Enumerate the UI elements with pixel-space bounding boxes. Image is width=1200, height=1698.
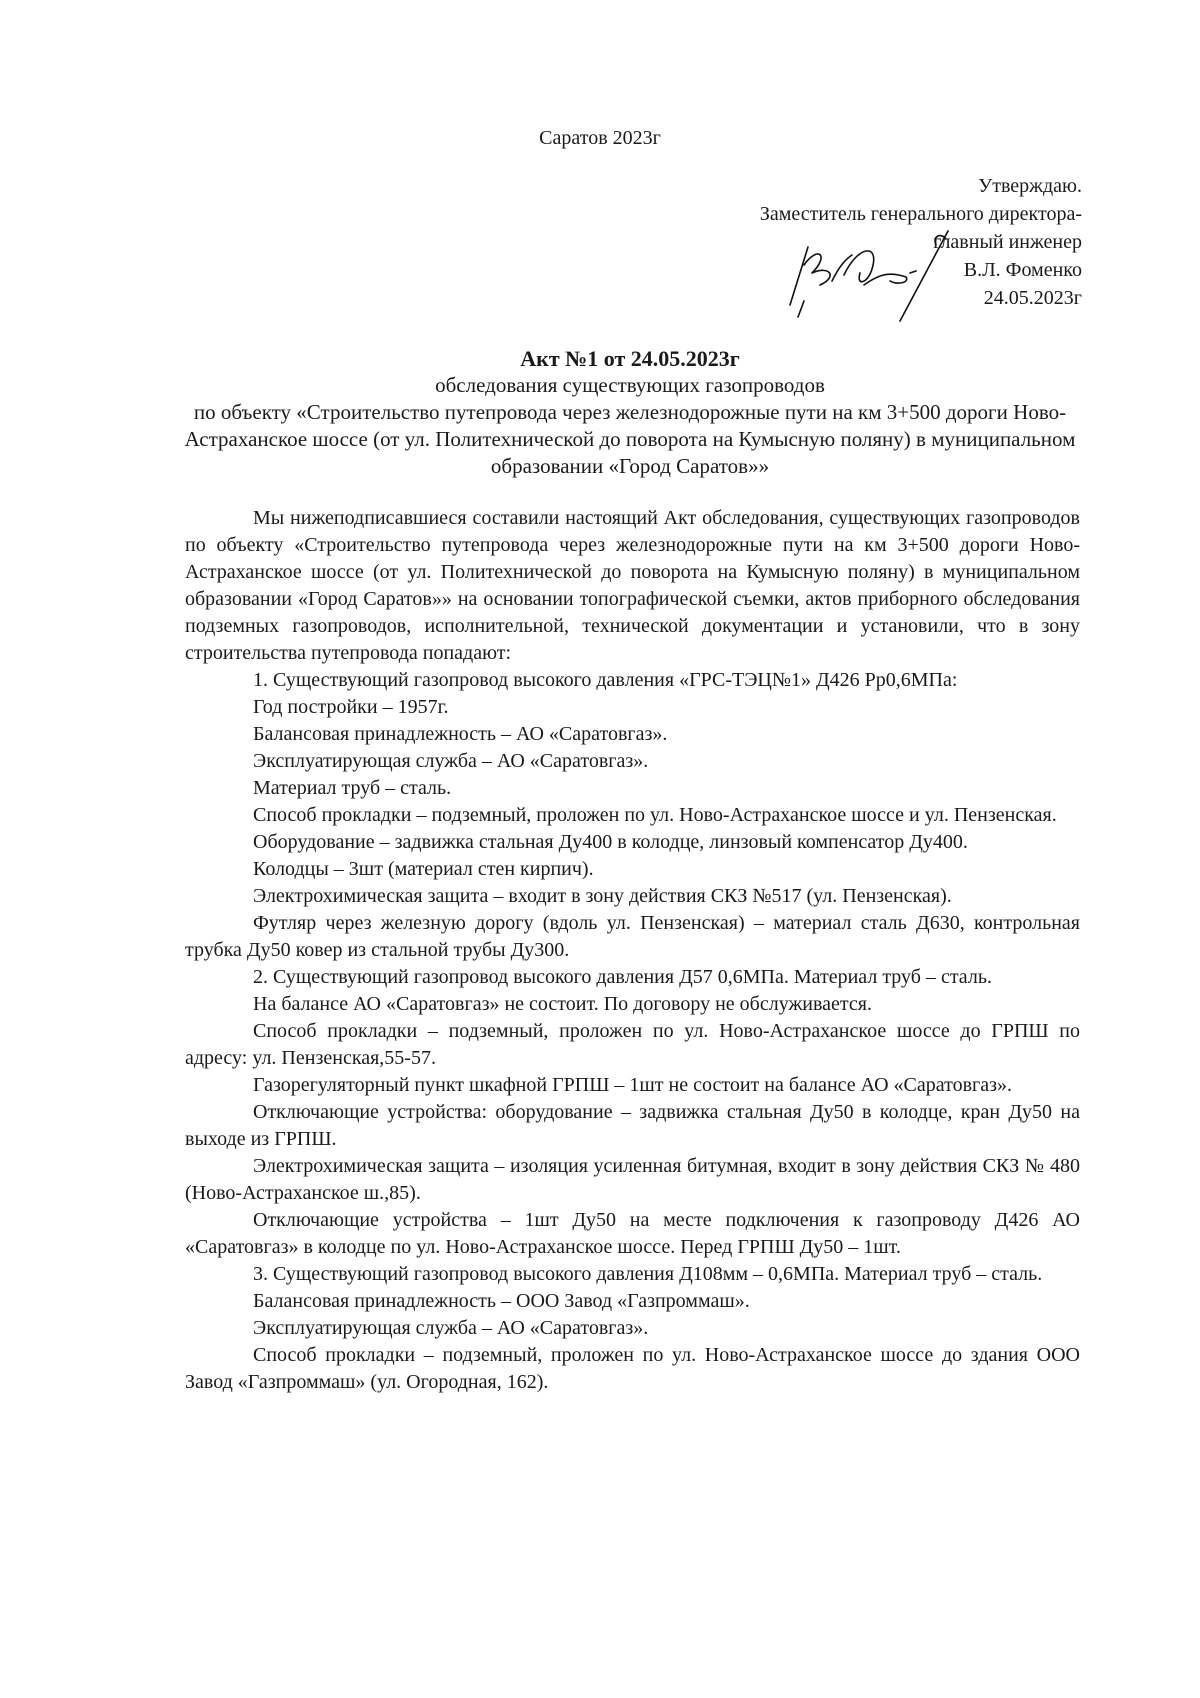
item-2-laying: Способ прокладки – подземный, проложен по ул. Ново-Астраханское шоссе до ГРПШ по адресу: ул. Пензенская,55-57. — [185, 1020, 1080, 1069]
approval-line-approve: Утверждаю. — [978, 175, 1082, 197]
item-3-laying: Способ прокладки – подземный, проложен по ул. Ново-Астраханское шоссе до здания ООО Завод «Газпроммаш» (ул. Огородная, 162). — [185, 1344, 1080, 1393]
item-1-wells: Колодцы – 3шт (материал стен кирпич). — [253, 858, 594, 880]
item-2-regulator: Газорегуляторный пункт шкафной ГРПШ – 1шт не состоит на балансе АО «Саратовгаз». — [253, 1074, 1013, 1096]
item-1-owner: Балансовая принадлежность – АО «Саратовгаз». — [253, 723, 668, 745]
item-3-operator: Эксплуатирующая служба – АО «Саратовгаз». — [253, 1317, 649, 1339]
item-1-operator: Эксплуатирующая служба – АО «Саратовгаз». — [253, 750, 649, 772]
item-1-material: Материал труб – сталь. — [253, 777, 452, 799]
approval-line-position: Заместитель генерального директора- — [759, 203, 1082, 225]
act-title: Акт №1 от 24.05.2023г — [520, 346, 740, 371]
item-1-protection: Электрохимическая защита – входит в зону действия СКЗ №517 (ул. Пензенская). — [253, 885, 952, 907]
act-body — [185, 505, 1080, 1396]
handwritten-signature — [760, 225, 980, 325]
item-1-laying: Способ прокладки – подземный, проложен по ул. Ново-Астраханское шоссе и ул. Пензенская. — [253, 804, 1057, 826]
item-2-balance: На балансе АО «Саратовгаз» не состоит. По договору не обслуживается. — [253, 993, 872, 1015]
approval-line-date: 24.05.2023г — [983, 287, 1082, 309]
item-2-shutoff-2: Отключающие устройства – 1шт Ду50 на месте подключения к газопроводу Д426 АО «Саратовгаз» в колодце по ул. Ново-Астраханское шоссе. Перед ГРПШ Ду50 – 1шт. — [185, 1209, 1080, 1258]
item-1-title: 1. Существующий газопровод высокого давления «ГРС-ТЭЦ№1» Д426 Рр0,6МПа: — [253, 669, 958, 691]
item-2-title: 2. Существующий газопровод высокого давления Д57 0,6МПа. Материал труб – сталь. — [253, 966, 992, 988]
item-3-title: 3. Существующий газопровод высокого давления Д108мм – 0,6МПа. Материал труб – сталь. — [253, 1263, 1043, 1285]
item-1-year: Год постройки – 1957г. — [253, 696, 449, 718]
act-object: по объекту «Строительство путепровода через железнодорожные пути на км 3+500 дороги Ново-Астраханское шоссе (от ул. Политехнической до поворота на Кумысную поляну) в муниципальном образовании «Город Саратов»» — [184, 400, 1076, 478]
act-header — [180, 345, 1080, 480]
item-1-casing: Футляр через железную дорогу (вдоль ул. Пензенская) – материал сталь Д630, контрольная трубка Ду50 ковер из стальной трубы Ду300. — [185, 912, 1080, 961]
approval-line-name: В.Л. Фоменко — [963, 259, 1082, 281]
approval-line-position-2: главный инженер — [933, 231, 1082, 253]
item-1-equipment: Оборудование – задвижка стальная Ду400 в колодце, линзовый компенсатор Ду400. — [253, 831, 968, 853]
item-2-protection: Электрохимическая защита – изоляция усиленная битумная, входит в зону действия СКЗ № 480 (Ново-Астраханское ш.,85). — [185, 1155, 1080, 1204]
item-3-owner: Балансовая принадлежность – ООО Завод «Газпроммаш». — [253, 1290, 750, 1312]
city-year: Саратов 2023г — [539, 127, 661, 149]
act-subtitle: обследования существующих газопроводов — [435, 373, 825, 397]
intro-paragraph: Мы нижеподписавшиеся составили настоящий Акт обследования, существующих газопроводов по объекту «Строительство путепровода через железнодорожные пути на км 3+500 дороги Ново-Астраханское шоссе (от ул. Политехнической до поворота на Кумысную поляну) в муниципальном образовании «Город Саратов»» на основании топографической съемки, актов приборного обследования подземных газопроводов, исполнительной, технической документации и установили, что в зону строительства путепровода попадают: — [185, 507, 1080, 664]
item-2-shutoff: Отключающие устройства: оборудование – задвижка стальная Ду50 в колодце, кран Ду50 на выходе из ГРПШ. — [185, 1101, 1080, 1150]
